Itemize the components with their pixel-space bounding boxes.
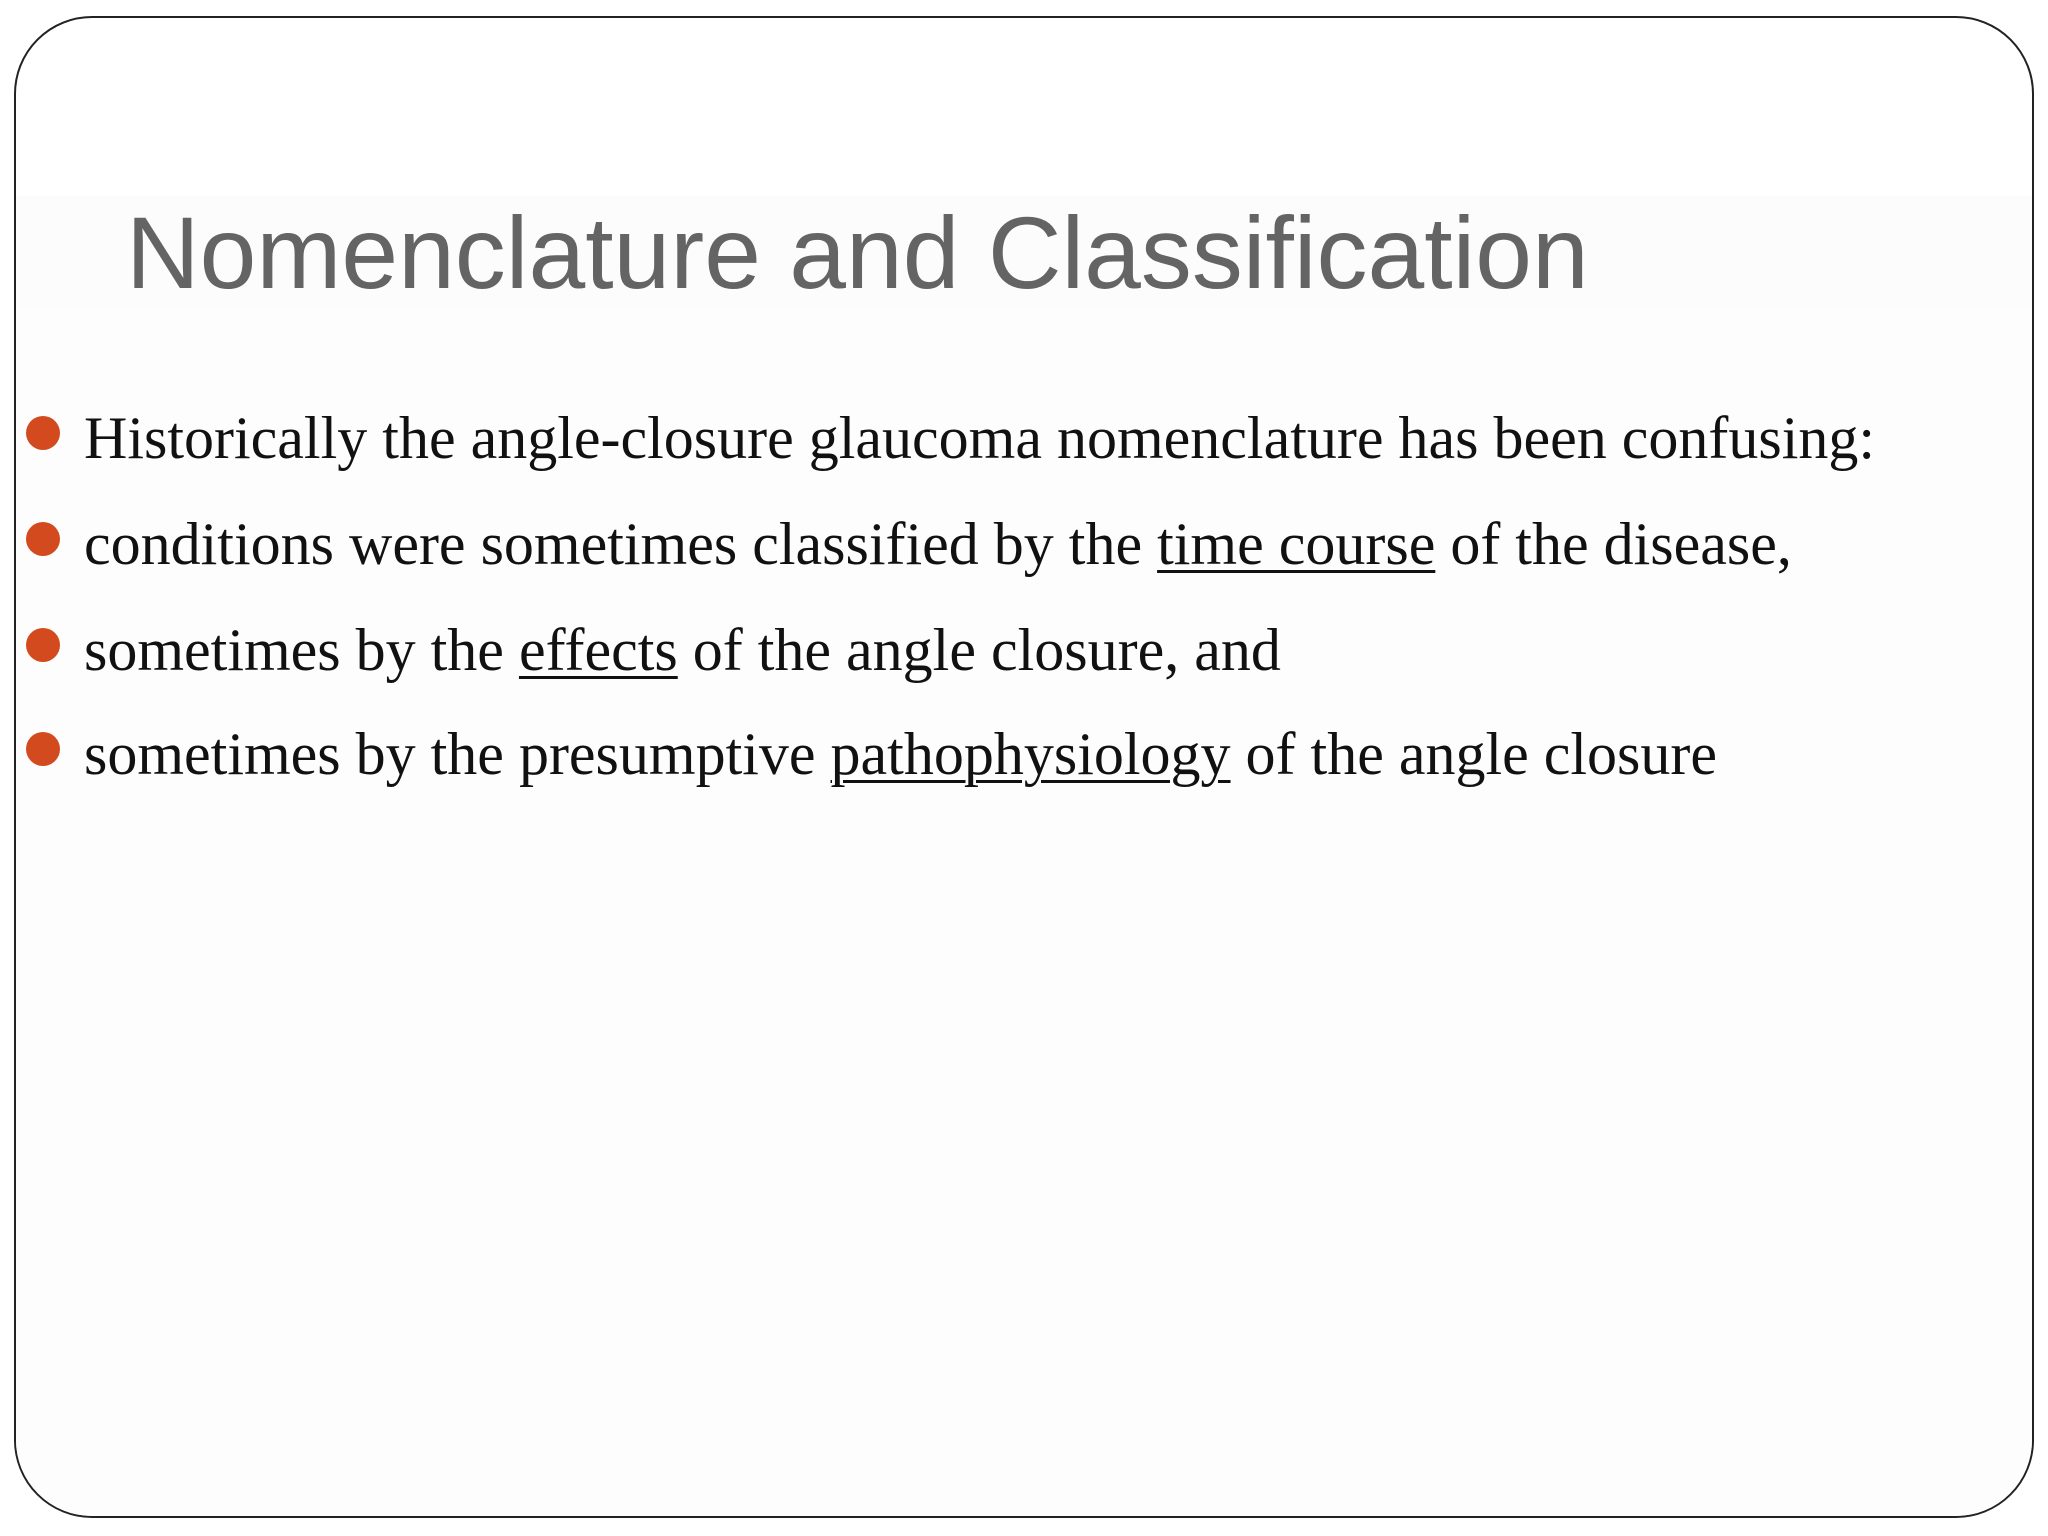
bullet-text: of the angle closure, and bbox=[677, 617, 1281, 683]
bullet-dot-icon bbox=[26, 628, 60, 662]
bullet-list bbox=[16, 394, 1916, 816]
bullet-item bbox=[16, 394, 1916, 482]
bullet-text: sometimes by the presumptive bbox=[84, 721, 831, 787]
bullet-dot-icon bbox=[26, 416, 60, 450]
bullet-text: conditions were sometimes classified by the bbox=[84, 511, 1158, 577]
bullet-item bbox=[16, 606, 1916, 694]
slide-title: Nomenclature and Classification bbox=[126, 196, 1589, 310]
bullet-dot-icon bbox=[26, 522, 60, 556]
slide-frame bbox=[14, 16, 2034, 1518]
bullet-item bbox=[16, 710, 1916, 798]
underlined-term: time course bbox=[1157, 511, 1436, 577]
underlined-term: effects bbox=[518, 617, 678, 683]
underlined-term: pathophysiology bbox=[830, 721, 1231, 787]
bullet-item bbox=[16, 500, 1916, 588]
bullet-text: of the disease, bbox=[1435, 511, 1792, 577]
bullet-text: sometimes by the bbox=[84, 617, 519, 683]
bullet-dot-icon bbox=[26, 732, 60, 766]
bullet-text: Historically the angle-closure glaucoma nomenclature has been confusing: bbox=[84, 405, 1876, 471]
bullet-text: of the angle closure bbox=[1230, 721, 1718, 787]
